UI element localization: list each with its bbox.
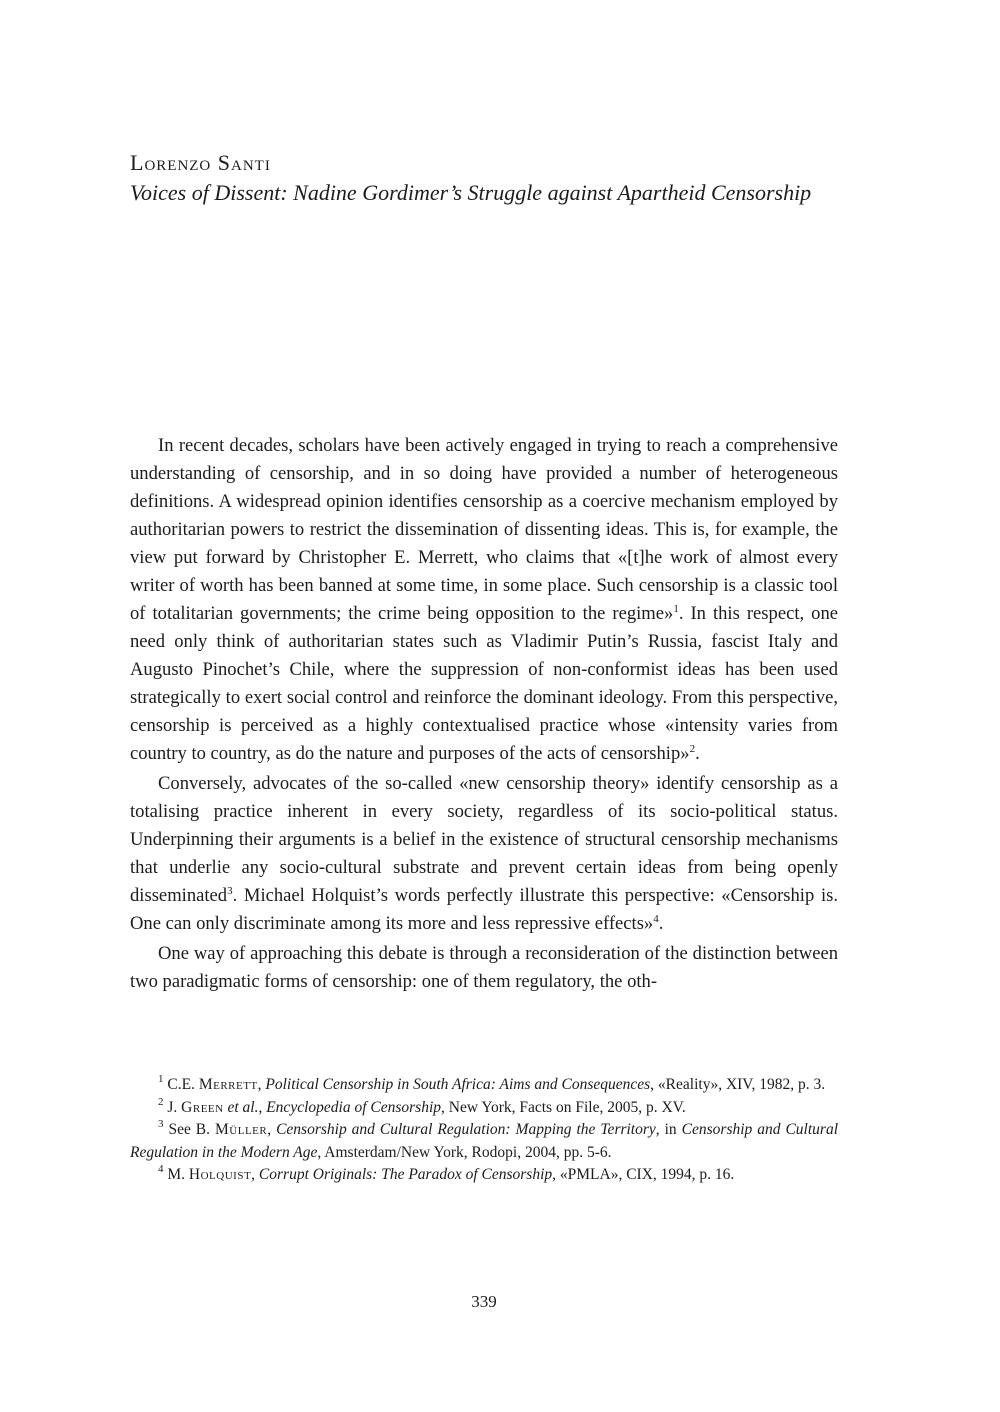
chapter-title: Voices of Dissent: Nadine Gordimer’s Struggle against Apartheid Censorship <box>130 180 812 205</box>
footnote-ref-4[interactable]: 4 <box>653 913 659 925</box>
footnote-author: Green <box>181 1098 224 1116</box>
chapter-header <box>130 148 850 208</box>
page-number: 339 <box>471 1292 497 1311</box>
footnote-3: $^3$ See B. Müller, Censorship and Cultural Regulation: Mapping the Territory, in Censorship and Cultural Regulation in the Modern Age, Amsterdam/New York, Rodopi, 2004, pp. 5-6. <box>130 1118 838 1161</box>
footnote-book: Censorship and Cultural Regulation in the Modern Age <box>130 1121 838 1161</box>
footnote-title: Corrupt Originals: The Paradox of Censorship <box>258 1166 553 1183</box>
footnote-ref-1[interactable]: 1 <box>673 603 679 615</box>
paragraph-1: In recent decades, scholars have been actively engaged in trying to reach a comprehensive understanding of censorship, and in so doing have provided a number of heterogeneous definitions. A widespread opinion identifies censorship as a coercive mechanism employed by authoritarian powers to restrict the dissemination of dissenting ideas. This is, for example, the view put forward by Christopher E. Merrett, who claims that «[t]he work of almost every writer of worth has been banned at some time, in some place. Such censorship is a classic tool of totalitarian governments; the crime being opposition to the regime»$^1$. In this respect, one need only think of authoritarian states such as Vladimir Putin’s Russia, fascist Italy and Augusto Pinochet’s Chile, where the suppression of non-conformist ideas has been used strategically to exert social control and reinforce the dominant ideology. From this perspective, censorship is perceived as a highly contextualised practice whose «intensity varies from country to country, as do the nature and purposes of the acts of censorship»$^2$. <box>130 435 838 764</box>
author-name: Lorenzo Santi <box>130 150 271 175</box>
footnote-1: $^1$ C.E. Merrett, Political Censorship in South Africa: Aims and Consequences, «Reality», XIV, 1982, p. 3. <box>158 1073 826 1093</box>
footnotes <box>130 1074 838 1187</box>
footnote-author: Holquist <box>188 1166 252 1183</box>
page <box>130 0 838 1412</box>
paragraph-2: Conversely, advocates of the so-called «new censorship theory» identify censorship as a totalising practice inherent in every society, regardless of its socio-political status. Underpinning their arguments is a belief in the existence of structural censorship mechanisms that underlie any socio-cultural substrate and prevent certain ideas from being openly disseminated$^3$. Michael Holquist’s words perfectly illustrate this perspective: «Censorship is. One can only discriminate among its more and less repressive effects»$^4$. <box>130 773 838 934</box>
footnote-4: $^4$ M. Holquist, Corrupt Originals: The Paradox of Censorship, «PMLA», CIX, 1994, p. 16. <box>158 1163 735 1183</box>
paragraph-3: One way of approaching this debate is through a reconsideration of the distinction between two paradigmatic forms of censorship: one of them regulatory, the oth- <box>130 943 838 992</box>
footnote-author: Merrett <box>198 1076 258 1093</box>
footnote-title: Political Censorship in South Africa: Aims and Consequences <box>265 1076 651 1093</box>
footnote-2: $^2$ J. Green et al., Encyclopedia of Censorship, New York, Facts on File, 2005, p. XV. <box>158 1095 686 1116</box>
footnote-ref-3[interactable]: 3 <box>227 885 233 897</box>
footnote-title: Censorship and Cultural Regulation: Mapping the Territory <box>276 1121 656 1138</box>
footnote-title: Encyclopedia of Censorship <box>266 1098 441 1116</box>
body-text <box>130 432 838 996</box>
footnote-author: Müller <box>215 1121 268 1138</box>
footnote-ref-2[interactable]: 2 <box>689 743 696 755</box>
